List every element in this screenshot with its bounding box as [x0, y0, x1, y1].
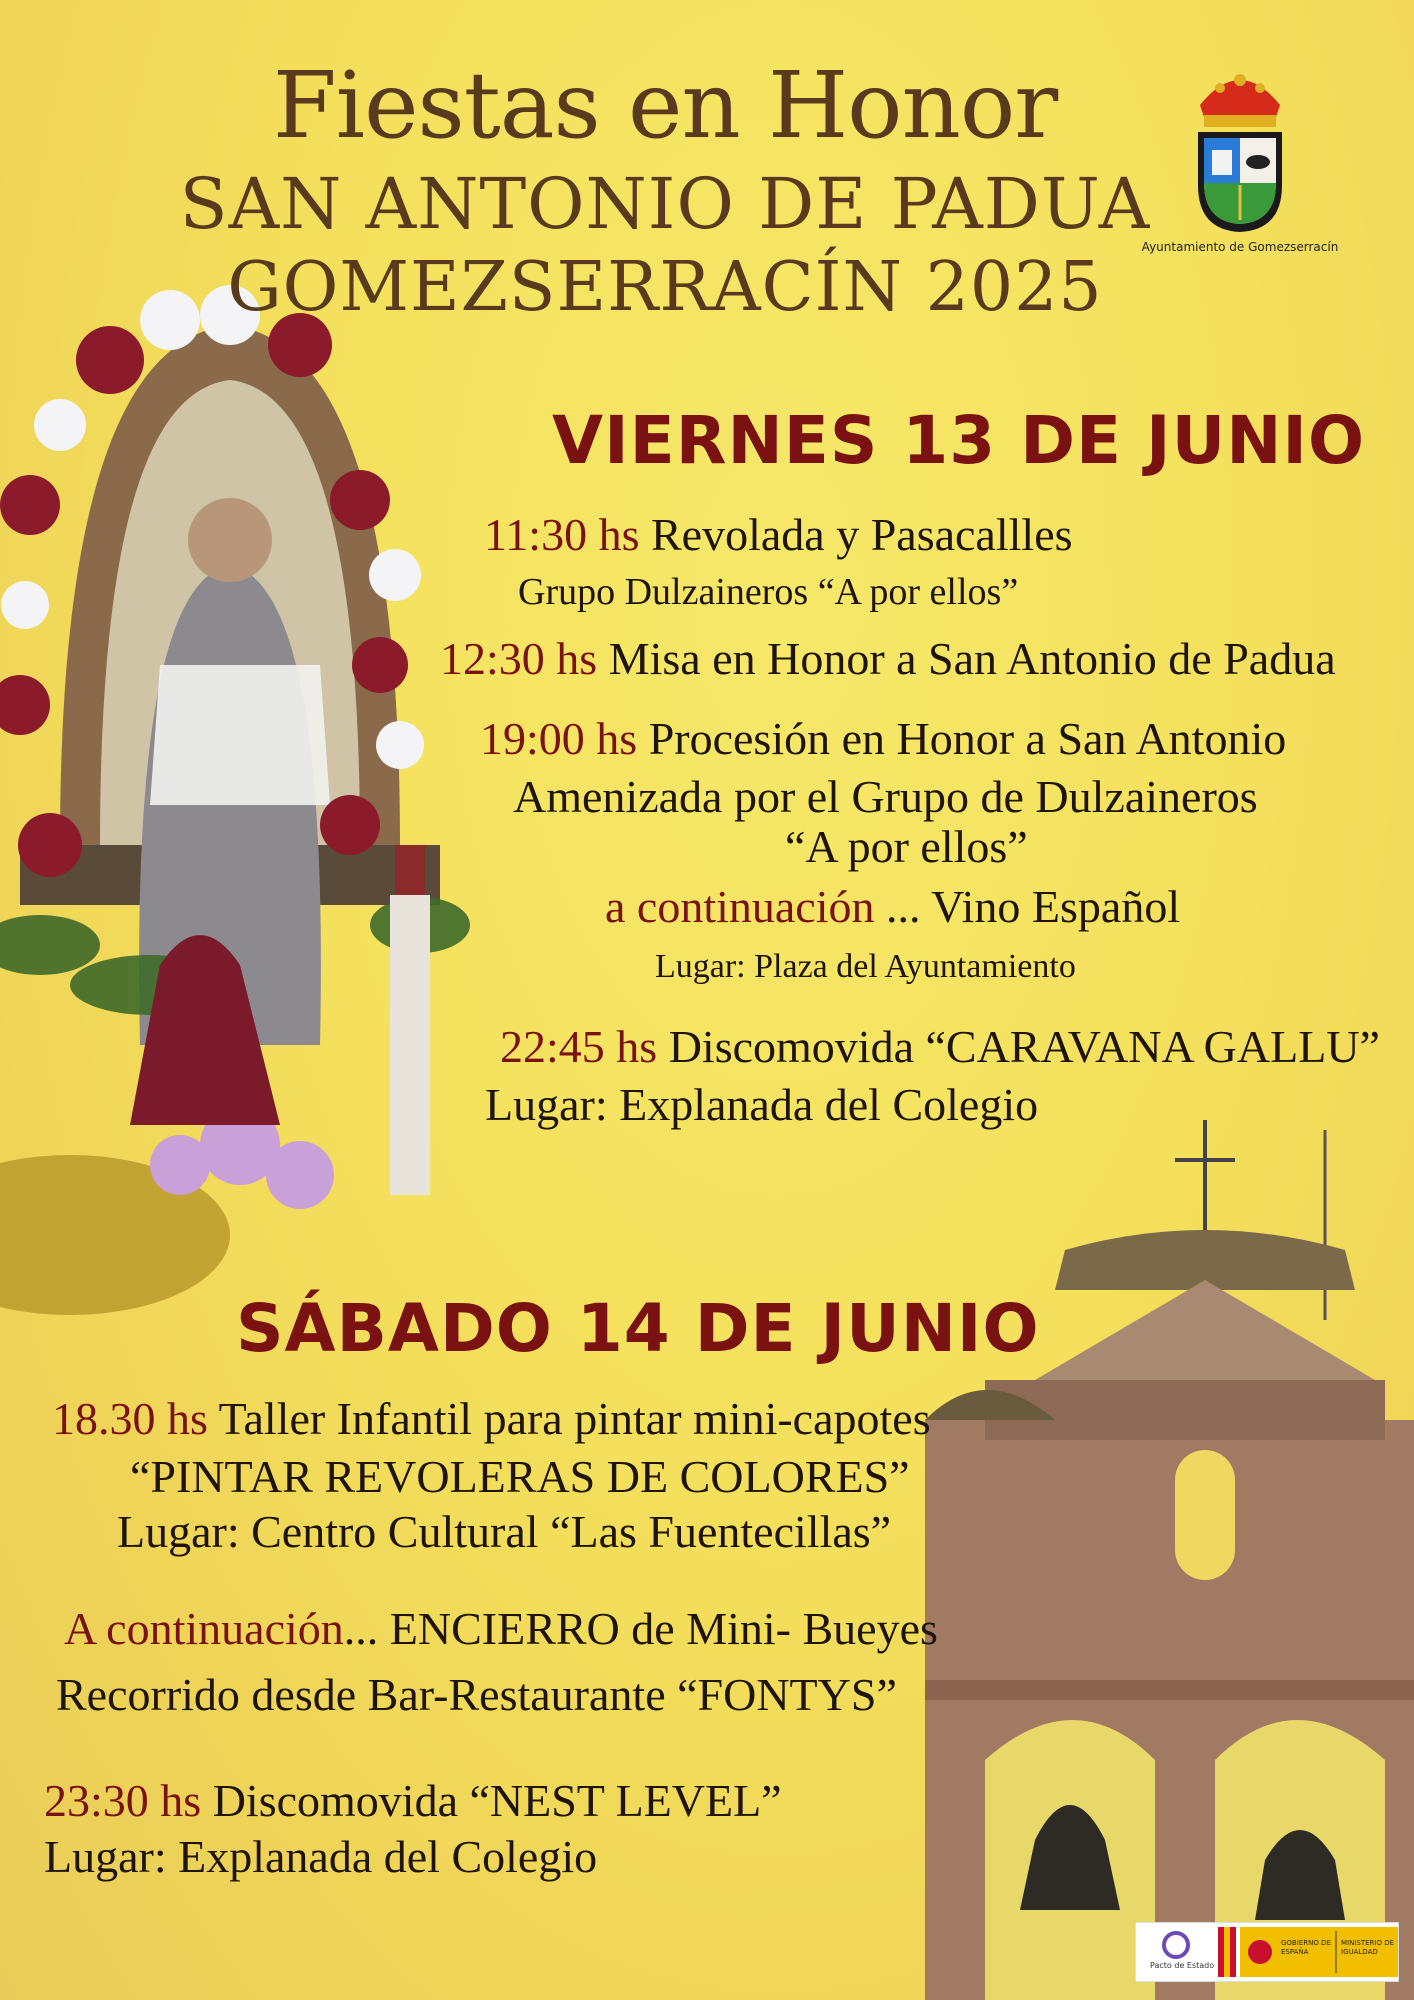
- event-friday-1230: [440, 632, 1336, 685]
- event-time: 19:00 hs: [480, 713, 638, 764]
- event-detail: Recorrido desde Bar-Restaurante “FONTYS”: [56, 1669, 897, 1720]
- event-title: Discomovida “NEST LEVEL”: [212, 1775, 782, 1826]
- saint-antonio-statue-image: [0, 285, 490, 1325]
- event-friday-1900: [480, 712, 1286, 765]
- event-saturday-1830: [52, 1392, 931, 1445]
- event-saturday-encierro: [64, 1602, 938, 1655]
- event-title: ... ENCIERRO de Mini- Bueyes: [343, 1603, 938, 1654]
- event-friday-vino: [605, 880, 1180, 933]
- event-detail: Grupo Dulzaineros “A por ellos”: [518, 571, 1019, 613]
- event-time: 12:30 hs: [440, 633, 598, 684]
- saturday-heading: SÁBADO 14 DE JUNIO: [236, 1290, 1040, 1367]
- event-title: Misa en Honor a San Antonio de Padua: [608, 633, 1336, 684]
- event-detail: “A por ellos”: [785, 821, 1028, 872]
- poster-subtitle-town-year: GOMEZSERRACÍN 2025: [227, 248, 1103, 327]
- poster-title: Fiestas en Honor: [272, 52, 1058, 159]
- government-logos: [1135, 1922, 1399, 1982]
- event-location: Lugar: Explanada del Colegio: [485, 1079, 1039, 1130]
- pacto-label: Pacto de Estado: [1150, 1961, 1215, 1970]
- event-time: 22:45 hs: [500, 1021, 658, 1072]
- church-bell-tower-image: [925, 1120, 1414, 2000]
- ministerio-label: MINISTERIO DE IGUALDAD: [1341, 1939, 1395, 1956]
- event-title: ... Vino Español: [886, 881, 1181, 932]
- event-location: Lugar: Plaza del Ayuntamiento: [655, 948, 1076, 985]
- crest-caption: Ayuntamiento de Gomezserracín: [1141, 240, 1339, 254]
- event-friday-1130: [484, 508, 1073, 561]
- event-title: Procesión en Honor a San Antonio: [648, 713, 1287, 764]
- friday-heading: VIERNES 13 DE JUNIO: [552, 402, 1366, 479]
- event-title: Discomovida “CARAVANA GALLU”: [668, 1021, 1380, 1072]
- event-friday-2245: [500, 1020, 1380, 1073]
- municipal-crest-icon: [1190, 60, 1290, 235]
- event-detail: “PINTAR REVOLERAS DE COLORES”: [130, 1451, 910, 1502]
- event-title: Taller Infantil para pintar mini-capotes: [218, 1393, 931, 1444]
- poster-subtitle-saint: SAN ANTONIO DE PADUA: [179, 163, 1151, 245]
- event-time: 23:30 hs: [44, 1775, 202, 1826]
- event-title: Revolada y Pasacallles: [650, 509, 1073, 560]
- event-lead: a continuación: [605, 881, 875, 932]
- event-detail: Amenizada por el Grupo de Dulzaineros: [513, 771, 1258, 822]
- event-lead: A continuación: [64, 1603, 344, 1654]
- event-location: Lugar: Centro Cultural “Las Fuentecillas”: [117, 1506, 892, 1557]
- gobierno-label: GOBIERNO DE ESPAÑA: [1281, 1939, 1331, 1956]
- event-location: Lugar: Explanada del Colegio: [44, 1831, 598, 1882]
- event-time: 18.30 hs: [52, 1393, 208, 1444]
- event-saturday-2330: [44, 1774, 782, 1827]
- event-time: 11:30 hs: [484, 509, 640, 560]
